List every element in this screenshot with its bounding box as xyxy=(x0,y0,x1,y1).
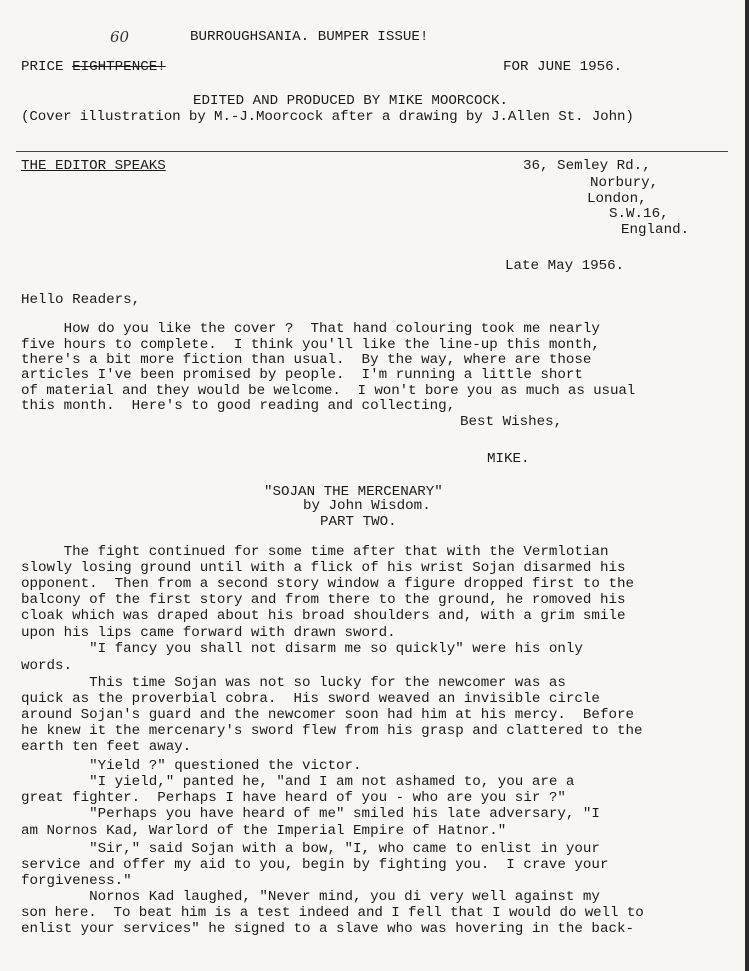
handwritten-price-note: 60 xyxy=(110,28,130,46)
story-line: "Yield ?" questioned the victor. xyxy=(21,758,362,774)
story-line: earth ten feet away. xyxy=(21,739,192,755)
editor-credit: EDITED AND PRODUCED BY MIKE MOORCOCK. xyxy=(193,93,509,109)
price-line xyxy=(21,60,166,74)
story-line: service and offer my aid to you, begin by fighting you. I crave your xyxy=(21,857,609,873)
cover-credit: (Cover illustration by M.-J.Moorcock after a drawing by J.Allen St. John) xyxy=(21,109,634,125)
address-line-5: England. xyxy=(621,222,690,238)
letter-date: Late May 1956. xyxy=(505,258,625,274)
section-heading: THE EDITOR SPEAKS xyxy=(21,158,166,174)
price-value: EIGHTPENCE! xyxy=(72,59,166,75)
story-line: forgiveness." xyxy=(21,873,132,889)
story-line: am Nornos Kad, Warlord of the Imperial Empire of Hatnor." xyxy=(21,823,507,839)
story-part: PART TWO. xyxy=(320,514,397,530)
address-line-4: S.W.16, xyxy=(609,206,669,222)
signature: MIKE. xyxy=(487,451,530,467)
signoff: Best Wishes, xyxy=(460,414,563,430)
story-line: The fight continued for some time after that with the Vermlotian xyxy=(21,544,609,560)
story-line: "Sir," said Sojan with a bow, "I, who came to enlist in your xyxy=(21,841,600,857)
story-line: son here. To beat him is a test indeed and I fell that I would do well to xyxy=(21,905,644,921)
story-line: enlist your services" he signed to a slave who was hovering in the back- xyxy=(21,921,634,937)
issue-date: FOR JUNE 1956. xyxy=(503,59,623,75)
story-byline: by John Wisdom. xyxy=(303,498,431,514)
story-line: Nornos Kad laughed, "Never mind, you di very well against my xyxy=(21,889,600,905)
story-line: opponent. Then from a second story window a figure dropped first to the xyxy=(21,576,634,592)
story-line: "I yield," panted he, "and I am not ashamed to, you are a xyxy=(21,774,575,790)
story-line: words. xyxy=(21,658,73,674)
header-divider xyxy=(16,151,728,152)
letter-line: How do you like the cover ? That hand colouring took me nearly xyxy=(21,321,600,337)
greeting: Hello Readers, xyxy=(21,292,141,308)
story-line: he knew it the mercenary's sword flew from his grasp and clattered to the xyxy=(21,723,643,739)
story-line: This time Sojan was not so lucky for the newcomer was as xyxy=(21,675,566,691)
story-line: around Sojan's guard and the newcomer soon had him at his mercy. Before xyxy=(21,707,634,723)
letter-line: five hours to complete. I think you'll like the line-up this month, xyxy=(21,337,600,353)
story-line: quick as the proverbial cobra. His sword weaved an invisible circle xyxy=(21,691,600,707)
story-line: balcony of the first story and from there to the ground, he romoved his xyxy=(21,592,626,608)
letter-line: of material and they would be welcome. I won't bore you as much as usual xyxy=(21,383,636,399)
address-line-2: Norbury, xyxy=(590,175,659,191)
page-edge-shadow xyxy=(745,0,749,971)
address-line-3: London, xyxy=(587,191,647,207)
address-line-1: 36, Semley Rd., xyxy=(523,158,651,174)
story-line: upon his lips came forward with drawn sword. xyxy=(21,625,396,641)
letter-line: articles I've been promised by people. I'm running a little short xyxy=(21,367,583,383)
price-label: PRICE xyxy=(21,59,64,75)
story-title: "SOJAN THE MERCENARY" xyxy=(264,484,443,500)
story-line: great fighter. Perhaps I have heard of you - who are you sir ?" xyxy=(21,790,566,806)
story-line: "Perhaps you have heard of me" smiled his late adversary, "I xyxy=(21,806,600,822)
story-line: "I fancy you shall not disarm me so quickly" were his only xyxy=(21,641,583,657)
story-line: slowly losing ground until with a flick of his wrist Sojan disarmed his xyxy=(21,560,626,576)
letter-line: this month. Here's to good reading and collecting, xyxy=(21,398,456,414)
letter-line: there's a bit more fiction than usual. By the way, where are those xyxy=(21,352,592,368)
story-line: cloak which was draped about his broad shoulders and, with a grim smile xyxy=(21,608,626,624)
magazine-title: BURROUGHSANIA. BUMPER ISSUE! xyxy=(190,29,429,45)
